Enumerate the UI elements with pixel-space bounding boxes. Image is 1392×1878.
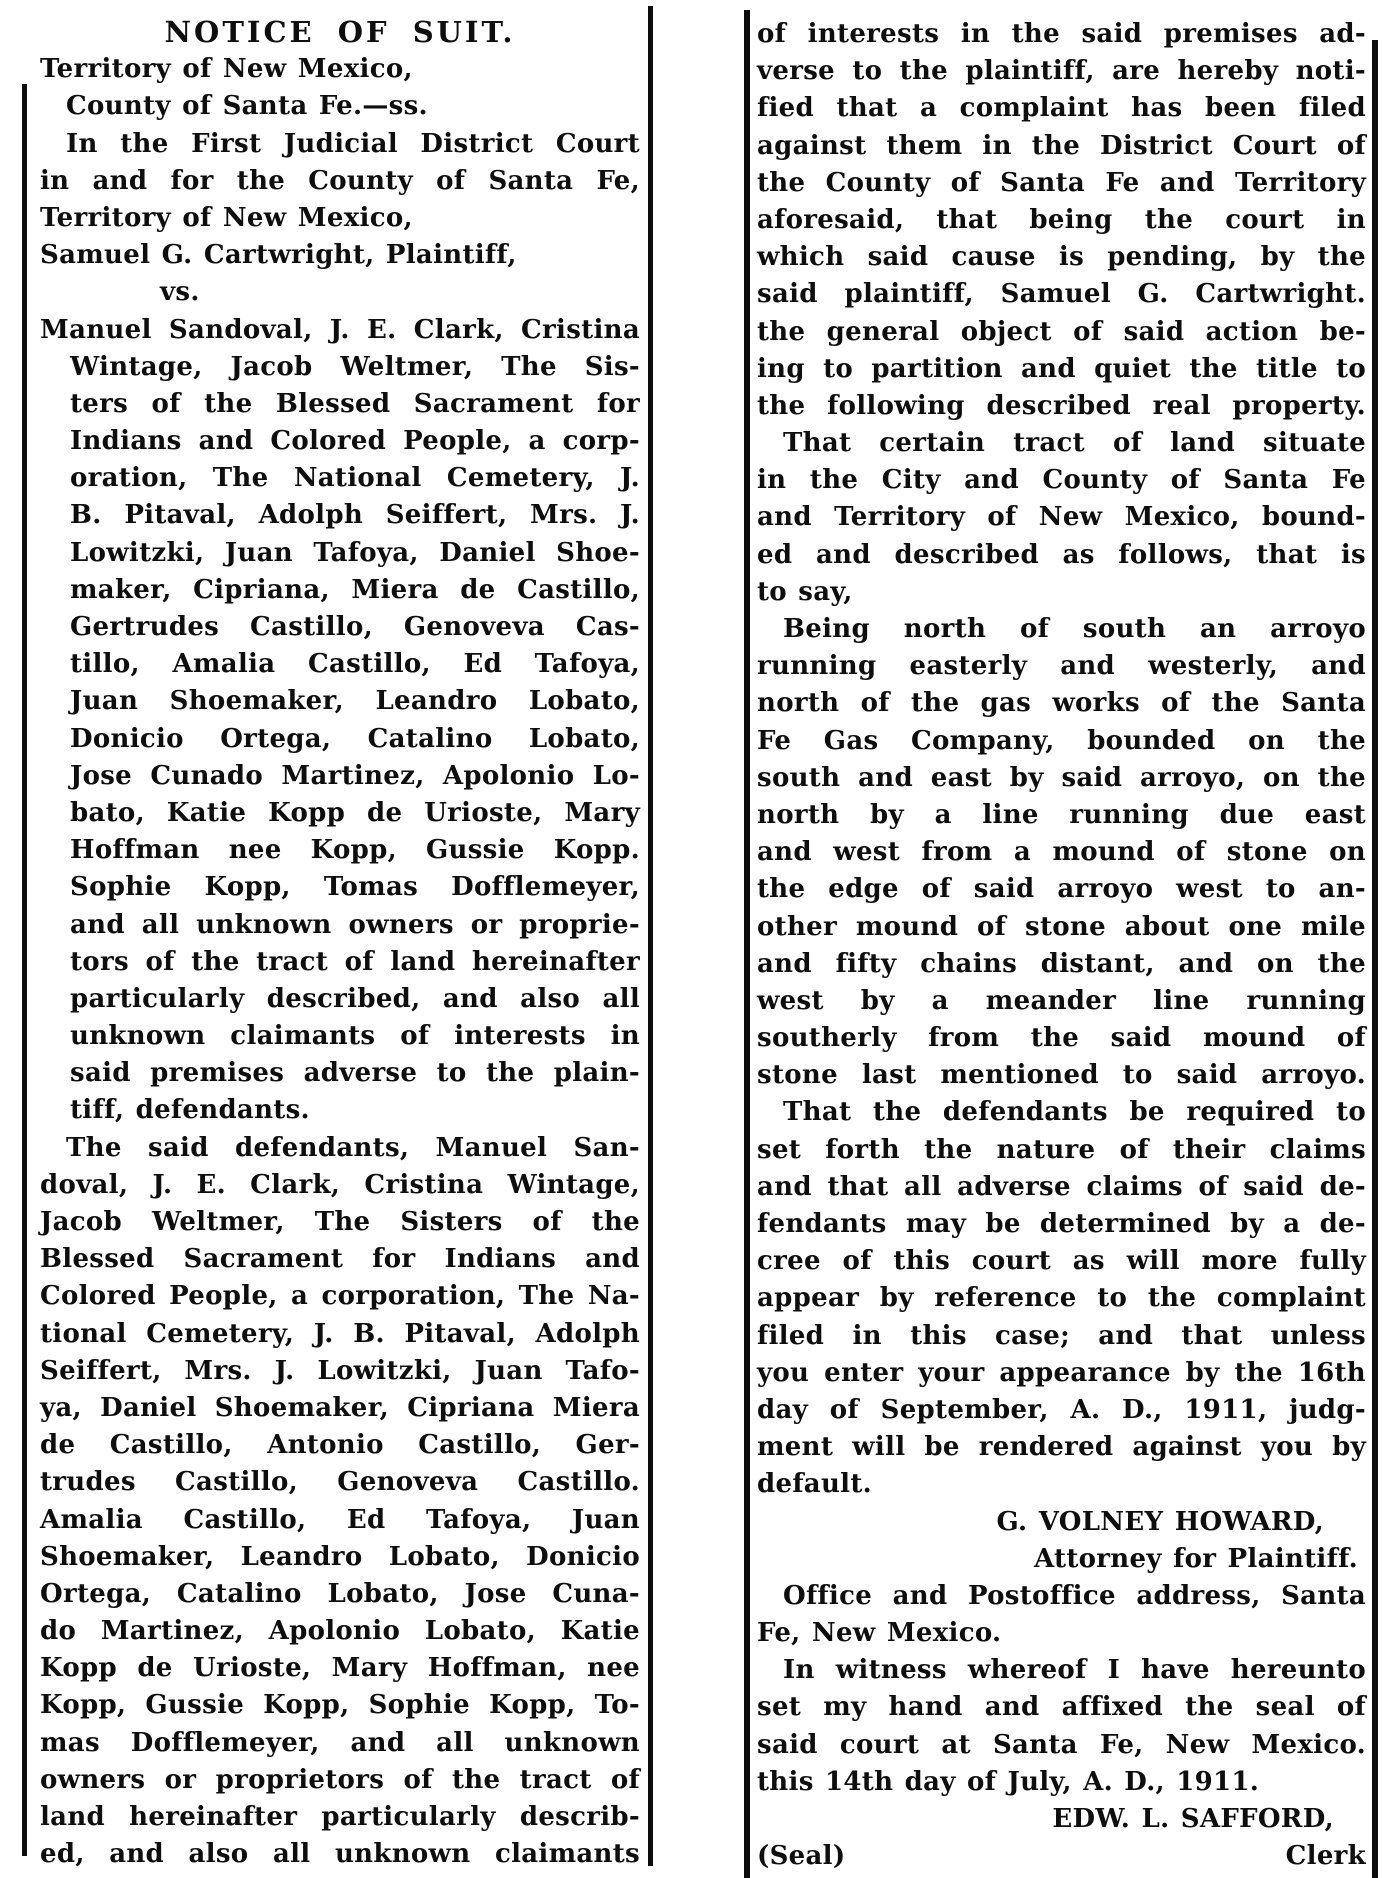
text-line: Territory of New Mexico, [40,54,413,85]
text-line: fied that a complaint has been filed [757,93,1366,124]
text-line: Hoffman nee Kopp, Gussie Kopp. [70,835,640,866]
text-line: set forth the nature of their claims [757,1134,1366,1165]
text-line: Fe Gas Company, bounded on the [757,725,1366,756]
text-line: vs. [160,277,200,308]
text-line: Donicio Ortega, Catalino Lobato, [70,723,640,754]
text-line: and that all adverse claims of said de- [757,1171,1366,1202]
text-line: bato, Katie Kopp de Urioste, Mary [70,797,640,828]
text-line: in the City and County of Santa Fe [757,465,1366,496]
text-line: verse to the plaintiff, are hereby noti- [757,56,1366,87]
notice-title: NOTICE OF SUIT. [164,15,516,49]
text-line: Samuel G. Cartwright, Plaintiff, [40,240,517,271]
text-line: this 14th day of July, A. D., 1911. [757,1766,1260,1797]
text-line: set my hand and affixed the seal of [757,1692,1366,1723]
text-line: fendants may be determined by a de- [757,1209,1366,1239]
text-line: running easterly and westerly, and [757,651,1366,682]
text-line: tional Cemetery, J. B. Pitaval, Adolph [40,1318,640,1349]
text-line: north by a line running due east [757,799,1366,830]
text-line: maker, Cipriana, Miera de Castillo, [70,574,640,605]
text-line: unknown claimants of interests in [70,1021,640,1052]
text-line: southerly from the said mound of [757,1023,1366,1054]
right-column-left-rule [744,10,750,1878]
text-line: Indians and Colored People, a corp- [70,426,640,457]
text-line: said court at Santa Fe, New Mexico. [757,1729,1366,1760]
text-line: do Martinez, Apolonio Lobato, Katie [40,1616,640,1647]
right-column [757,16,1366,1875]
text-line: stone last mentioned to said arroyo. [757,1060,1366,1091]
text-line: Jacob Weltmer, The Sisters of the [40,1207,640,1237]
text-line: Shoemaker, Leandro Lobato, Donicio [40,1541,640,1572]
text-line: doval, J. E. Clark, Cristina Wintage, [40,1169,640,1200]
text-line: the edge of said arroyo west to an- [757,874,1366,905]
text-line: Territory of New Mexico, [40,202,413,233]
text-line: Kopp de Urioste, Mary Hoffman, nee [40,1653,640,1684]
text-line: Sophie Kopp, Tomas Dofflemeyer, [70,872,640,903]
text-line: Jose Cunado Martinez, Apolonio Lo- [70,760,640,791]
text-line: the general object of said action be- [757,316,1366,347]
text-line: Lowitzki, Juan Tafoya, Daniel Shoe- [70,537,640,568]
text-line: Blessed Sacrament for Indians and [40,1244,640,1275]
text-line: Juan Shoemaker, Leandro Lobato, [70,686,640,717]
text-line: west by a meander line running [757,985,1366,1016]
text-line: and Territory of New Mexico, bound- [757,502,1366,533]
text-line: ters of the Blessed Sacrament for [70,388,640,419]
text-line: ing to partition and quiet the title to [757,353,1366,384]
text-line: B. Pitaval, Adolph Seiffert, Mrs. J. [70,500,640,531]
seal-label: (Seal) [757,1841,846,1872]
text-line: cree of this court as will more fully [757,1246,1366,1277]
text-line: EDW. L. SAFFORD, [1052,1804,1334,1834]
left-column-lines [40,51,640,1873]
text-line: and fifty chains distant, and on the [757,948,1366,979]
text-line: Colored People, a corporation, The Na- [40,1281,640,1312]
text-line: oration, The National Cemetery, J. [70,463,640,494]
text-line: County of Santa Fe.—ss. [66,91,428,122]
right-column-lines [757,16,1366,1875]
text-line: Kopp, Gussie Kopp, Sophie Kopp, To- [40,1690,640,1721]
text-line: the following described real property. [757,390,1366,421]
text-line: and all unknown owners or proprie- [70,909,640,940]
text-line: particularly described, and also all [70,983,640,1014]
text-line: Being north of south an arroyo [783,614,1366,644]
text-line: Fe, New Mexico. [757,1618,1002,1649]
text-line: appear by reference to the complaint [757,1283,1366,1314]
text-line: ed and described as follows, that is [757,539,1366,570]
text-line: de Castillo, Antonio Castillo, Ger- [40,1430,640,1461]
text-line: in and for the County of Santa Fe, [40,165,640,196]
text-line: mas Dofflemeyer, and all unknown [40,1727,640,1758]
text-line: tillo, Amalia Castillo, Ed Tafoya, [70,649,640,680]
text-line: said premises adverse to the plain- [70,1058,640,1089]
text-line: Ortega, Catalino Lobato, Jose Cuna- [40,1578,640,1609]
text-line [757,1838,1366,1875]
text-line: In witness whereof I have hereunto [783,1655,1366,1686]
text-line: Office and Postoffice address, Santa [783,1580,1366,1611]
clerk-label: Clerk [1285,1841,1366,1872]
text-line: In the First Judicial District Court [66,128,640,159]
text-line: of interests in the said premises ad- [757,19,1366,49]
text-line: Amalia Castillo, Ed Tafoya, Juan [40,1504,640,1535]
text-line: That certain tract of land situate [783,428,1366,459]
text-line: ed, and also all unknown claimants [40,1839,640,1870]
text-line: owners or proprietors of the tract of [40,1764,640,1795]
text-line: ya, Daniel Shoemaker, Cipriana Miera [40,1392,640,1423]
text-line: ment will be rendered against you by [757,1432,1366,1463]
left-column-right-rule [648,6,653,1866]
text-line: filed in this case; and that unless [757,1320,1366,1351]
text-line: day of September, A. D., 1911, judg- [757,1394,1366,1425]
text-line: Gertrudes Castillo, Genoveva Cas- [70,612,640,642]
text-line: north of the gas works of the Santa [757,688,1366,719]
text-line: said plaintiff, Samuel G. Cartwright. [757,279,1366,310]
left-column-left-rule [22,84,27,1856]
text-line: G. VOLNEY HOWARD, [996,1506,1324,1537]
text-line: land hereinafter particularly describ- [40,1802,640,1832]
text-line: default. [757,1469,872,1500]
text-line: and west from a mound of stone on [757,837,1366,868]
text-line: That the defendants be required to [783,1097,1366,1128]
text-line: south and east by said arroyo, on the [757,762,1366,793]
text-line: to say, [757,576,853,607]
right-column-right-rule [1372,40,1378,1878]
text-line: aforesaid, that being the court in [757,204,1366,235]
text-line: The said defendants, Manuel San- [66,1132,640,1163]
text-line: tors of the tract of land hereinafter [70,946,640,977]
text-line: the County of Santa Fe and Territory [757,167,1366,198]
text-line: trudes Castillo, Genoveva Castillo. [40,1467,640,1498]
text-line: which said cause is pending, by the [757,242,1366,273]
text-line: Manuel Sandoval, J. E. Clark, Cristina [40,314,640,345]
text-line: against them in the District Court of [757,130,1366,161]
left-column [40,14,640,1873]
text-line: Seiffert, Mrs. J. Lowitzki, Juan Tafo- [40,1355,640,1386]
text-line: Wintage, Jacob Weltmer, The Sis- [70,351,640,382]
text-line: Attorney for Plaintiff. [1034,1543,1358,1574]
text-line: tiff, defendants. [70,1095,310,1126]
text-line: you enter your appearance by the 16th [757,1357,1366,1388]
text-line: other mound of stone about one mile [757,911,1366,942]
